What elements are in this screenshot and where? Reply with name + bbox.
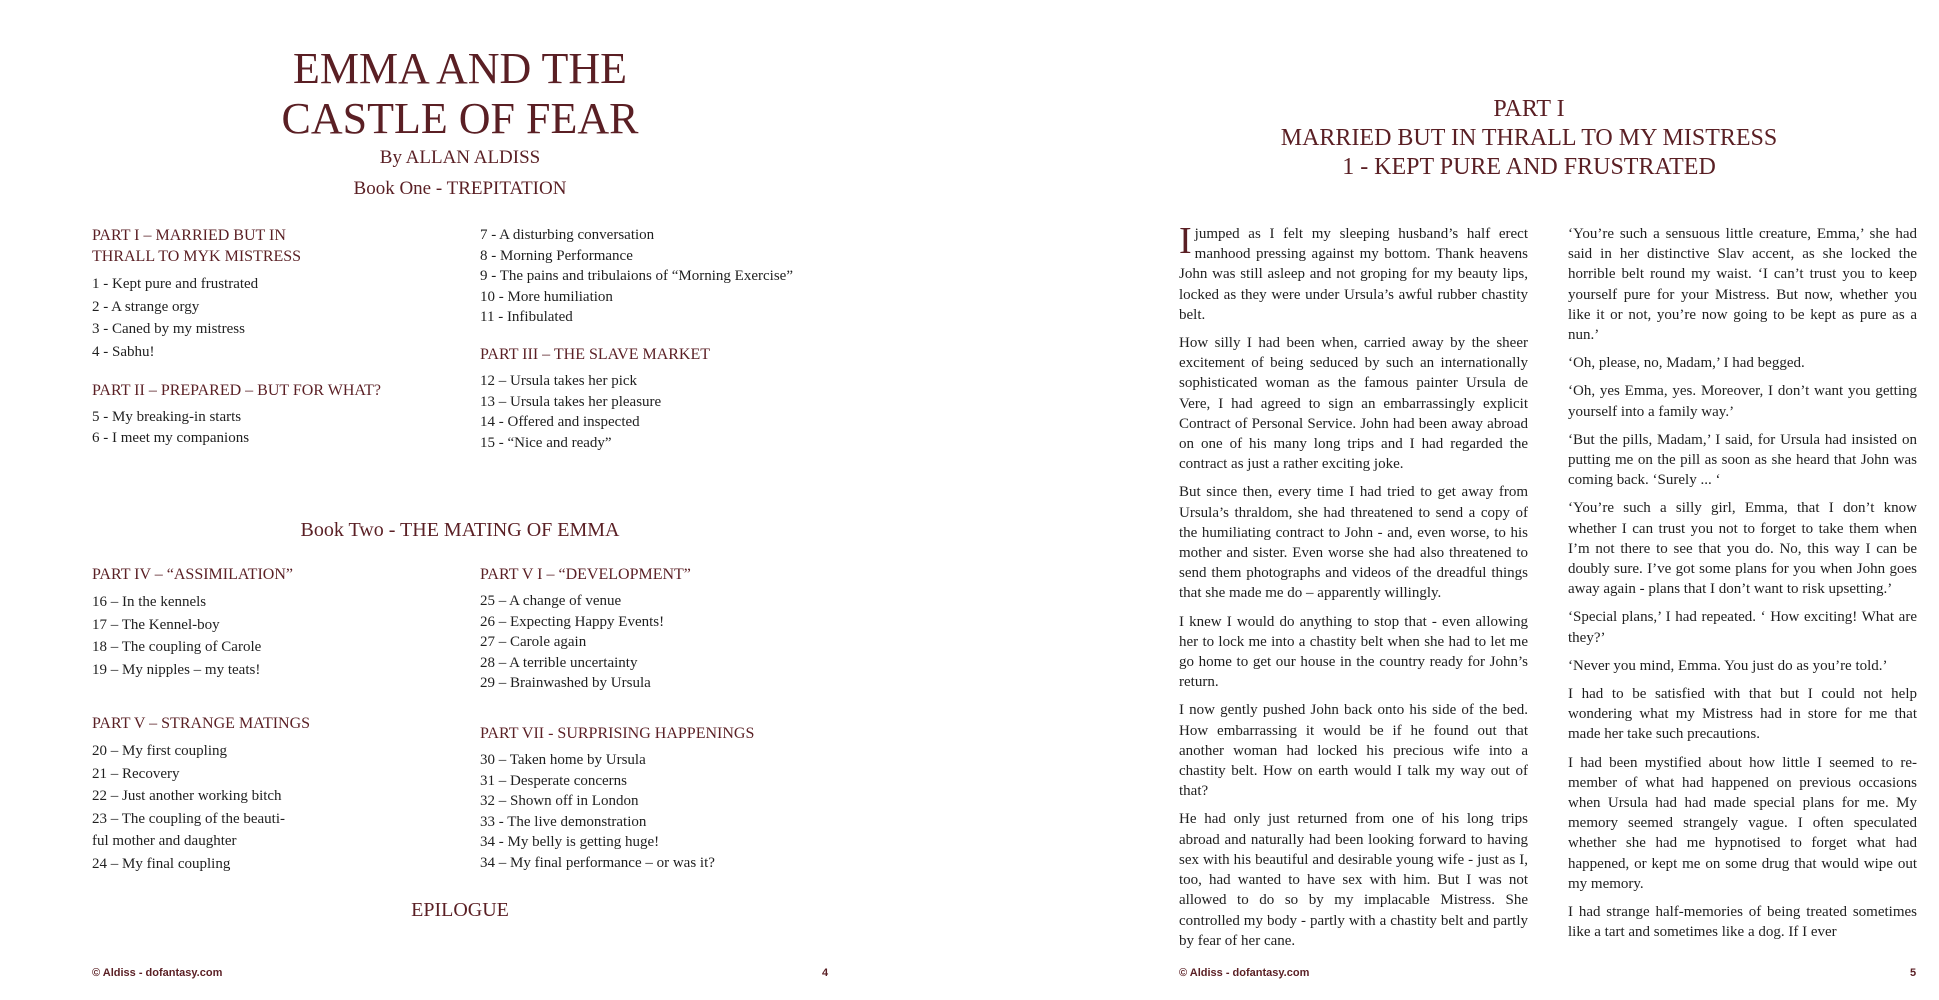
paragraph: But since then, every time I had tried to get away from Ursula’s thraldom, she had threatened to send a copy of the humiliating contract to John - and, even worse, to his mother and sister. Even worse she had also threatened to send them photographs and videos of the dreadful things that she made me do – apparently willingly.: [1179, 484, 1528, 602]
part-1-heading: [92, 225, 422, 267]
left-page: [0, 0, 969, 1000]
paragraph: ‘You’re such a sensuous little creature, Emma,’ she had said in her distinctive Slav accent, as she locked the horrible belt round my waist. ‘I can’t trust you to keep yourself pure for your Mistress. But now, whether you like it or not, you’re now going to be kept as pure as a nun.’: [1568, 226, 1917, 344]
paragraph: ‘Never you mind, Emma. You just do as you’re told.’: [1568, 657, 1888, 674]
toc-entry[interactable]: 30 – Taken home by Ursula: [480, 752, 646, 768]
part-6-heading: PART V I – “DEVELOPMENT”: [480, 566, 691, 583]
paragraph: How silly I had been when, carried away by the sheer excitement of being seduced by such an internationally sophisticated woman as the famous painter Ursula de Vere, I had agreed to sign an embarrassingly explicit Contract of Personal Service. John had been away abroad on one of his many long trips and I had regarded the contract as just a rather exciting joke.: [1179, 335, 1528, 473]
paragraph-text: jumped as I felt my sleeping husband’s half erect manhood pressing against my bottom. Thank heavens John was still asleep and not groping for my beauty lips, locked as they were under Ursula’s awful rubber chastity belt.: [1179, 226, 1528, 323]
toc-part-1: [92, 225, 422, 363]
text-column-left: [1179, 220, 1528, 959]
toc-entry[interactable]: 9 - The pains and tribulaions of “Morning Exercise”: [480, 268, 793, 284]
toc-entry[interactable]: 34 – My final performance – or was it?: [480, 854, 715, 871]
paragraph: ‘Oh, yes Emma, yes. Moreover, I don’t want you getting yourself into a family way.’: [1568, 383, 1917, 420]
toc-part-6: [480, 564, 840, 694]
toc-part-5: [92, 713, 422, 875]
page-number: 4: [822, 967, 829, 979]
toc-entry[interactable]: 29 – Brainwashed by Ursula: [480, 675, 651, 691]
paragraph: ‘Special plans,’ I had repeated. ‘ How exciting! What are they?’: [1568, 609, 1917, 646]
toc-entry[interactable]: 4 - Sabhu!: [92, 343, 155, 360]
right-page: [969, 0, 1938, 1000]
toc-entry[interactable]: 28 – A terrible uncertainty: [480, 654, 638, 671]
toc-entry[interactable]: 16 – In the kennels: [92, 594, 207, 610]
toc-entry[interactable]: 6 - I meet my companions: [92, 429, 250, 446]
toc-entry[interactable]: 1 - Kept pure and frustrated: [92, 276, 259, 292]
part-2-heading: PART II – PREPARED – BUT FOR WHAT?: [92, 382, 382, 399]
toc-part-2-continued: [480, 225, 840, 328]
toc-part-4: [92, 564, 422, 681]
paragraph: I had strange half-memories of being treated sometimes like a tart and sometimes like a dog. If I ever: [1568, 904, 1917, 941]
part-4-chapter-list: [92, 591, 422, 681]
part-1-heading-line2: THRALL TO MYK MISTRESS: [92, 248, 302, 265]
toc-entry[interactable]: 33 - The live demonstration: [480, 813, 647, 830]
paragraph: ‘But the pills, Madam,’ I said, for Ursula had insisted on putting me on the pill as soon as she heard that John was coming back. ‘Surely ... ‘: [1568, 431, 1917, 489]
toc-entry[interactable]: 18 – The coupling of Carole: [92, 639, 262, 655]
toc-entry[interactable]: 3 - Caned by my mistress: [92, 321, 245, 337]
part-5-heading: PART V – STRANGE MATINGS: [92, 715, 311, 732]
book-title-line1: EMMA AND THE: [292, 44, 628, 93]
book-one-heading: Book One - TREPITATION: [353, 178, 567, 199]
part-2-continued-chapter-list: [480, 225, 840, 328]
toc-entry[interactable]: 15 - “Nice and ready”: [480, 434, 612, 451]
toc-entry[interactable]: 8 - Morning Performance: [480, 247, 633, 264]
part-title: MARRIED BUT IN THRALL TO MY MISTRESS: [1280, 125, 1778, 151]
paragraph: I had been mystified about how little I seemed to remember of what had happened on previous occasions when Ursula had had made special plans for me. My memory seemed strangely vague. I often speculated whether she had me hypnotised to forget what had happened, or kept me on some drug that would wipe out my memory.: [1568, 754, 1917, 892]
toc-entry[interactable]: 14 - Offered and inspected: [480, 414, 640, 430]
toc-entry[interactable]: 2 - A strange orgy: [92, 298, 200, 315]
epilogue-heading[interactable]: EPILOGUE: [411, 899, 509, 921]
part-7-heading: PART VII - SURPRISING HAPPENINGS: [480, 725, 755, 742]
part-4-heading: PART IV – “ASSIMILATION”: [92, 566, 293, 583]
toc-entry[interactable]: 34 - My belly is getting huge!: [480, 834, 660, 850]
text-column-right: [1568, 224, 1917, 951]
part-2-chapter-list: [92, 407, 422, 448]
paragraph: I had to be satisfied with that but I could not help wondering what my Mistress had in store for me that made her take such precautions.: [1568, 686, 1917, 743]
part-7-chapter-list: [480, 750, 840, 873]
part-3-heading: PART III – THE SLAVE MARKET: [480, 346, 711, 363]
chapter-heading: [1169, 95, 1889, 182]
toc-entry[interactable]: 19 – My nipples – my teats!: [92, 661, 261, 678]
page-number: 5: [1910, 967, 1917, 979]
paragraph: I knew I would do anything to stop that - even allowing her to lock me into a chastity belt when she had to let me go home to get our house in the country ready for John’s return.: [1179, 613, 1528, 691]
toc-part-7: [480, 723, 840, 873]
toc-entry[interactable]: 5 - My breaking-in starts: [92, 409, 242, 425]
toc-entry[interactable]: ful mother and daughter: [92, 833, 237, 849]
toc-part-3: [480, 344, 840, 453]
paragraph: ‘Oh, please, no, Madam,’ I had begged.: [1568, 355, 1805, 372]
toc-part-2: [92, 380, 422, 448]
toc-entry[interactable]: 32 – Shown off in London: [480, 793, 639, 809]
book-title-line2: CASTLE OF FEAR: [281, 94, 639, 143]
footer-credit: © Aldiss - dofantasy.com: [1179, 967, 1310, 979]
toc-entry[interactable]: 13 – Ursula takes her pleasure: [480, 393, 662, 410]
toc-entry[interactable]: 17 – The Kennel-boy: [92, 616, 220, 633]
toc-entry[interactable]: 20 – My first coupling: [92, 743, 227, 759]
part-label: PART I: [1493, 96, 1565, 122]
paragraph: I now gently pushed John back onto his side of the bed. How embarrassing it would be if he found out that another woman had locked his precious wife into a chastity belt. How on earth would I talk my way out of that?: [1179, 702, 1528, 800]
drop-cap: I: [1179, 220, 1192, 262]
toc-entry[interactable]: 11 - Infibulated: [480, 309, 573, 325]
toc-entry[interactable]: 12 – Ursula takes her pick: [480, 373, 638, 389]
toc-entry[interactable]: 26 – Expecting Happy Events!: [480, 613, 665, 630]
part-5-chapter-list: [92, 740, 422, 875]
toc-entry[interactable]: 10 - More humiliation: [480, 288, 613, 305]
paragraph: He had only just returned from one of his long trips abroad and naturally had been looking forward to having sex with his beautiful and desirable young wife - just as I, too, had wanted to have sex with him. But I was not allowed to do so by my implacable Mistress. She controlled my body - partly with a chastity belt and partly by fear of her cane.: [1179, 811, 1528, 949]
toc-entry[interactable]: 22 – Just another working bitch: [92, 788, 282, 804]
toc-entry[interactable]: 7 - A disturbing conversation: [480, 227, 655, 243]
toc-entry[interactable]: 21 – Recovery: [92, 765, 180, 782]
chapter-title: 1 - KEPT PURE AND FRUSTRATED: [1342, 154, 1716, 180]
footer-credit: © Aldiss - dofantasy.com: [92, 967, 223, 979]
toc-entry[interactable]: 24 – My final coupling: [92, 855, 231, 872]
part-1-heading-line1: PART I – MARRIED BUT IN: [92, 227, 286, 244]
part-6-chapter-list: [480, 591, 840, 694]
paragraph: [1179, 220, 1528, 325]
toc-entry[interactable]: 23 – The coupling of the beauti-: [92, 810, 286, 827]
book-title: [190, 44, 730, 144]
book-two-heading: Book Two - THE MATING OF EMMA: [300, 519, 620, 541]
toc-entry[interactable]: 27 – Carole again: [480, 634, 587, 650]
toc-entry[interactable]: 25 – A change of venue: [480, 593, 622, 609]
toc-entry[interactable]: 31 – Desperate concerns: [480, 772, 628, 789]
part-3-chapter-list: [480, 371, 840, 453]
part-1-chapter-list: [92, 273, 422, 363]
author-byline: By ALLAN ALDISS: [379, 147, 541, 168]
paragraph: ‘You’re such a silly girl, Emma, that I don’t know whether I can trust you not to forget to take them when I’m not there to see that you do. No, this way I can be doubly sure. I’ve got some plans for you when John goes away again - plans that I don’t want to risk upsetting.’: [1568, 500, 1917, 598]
